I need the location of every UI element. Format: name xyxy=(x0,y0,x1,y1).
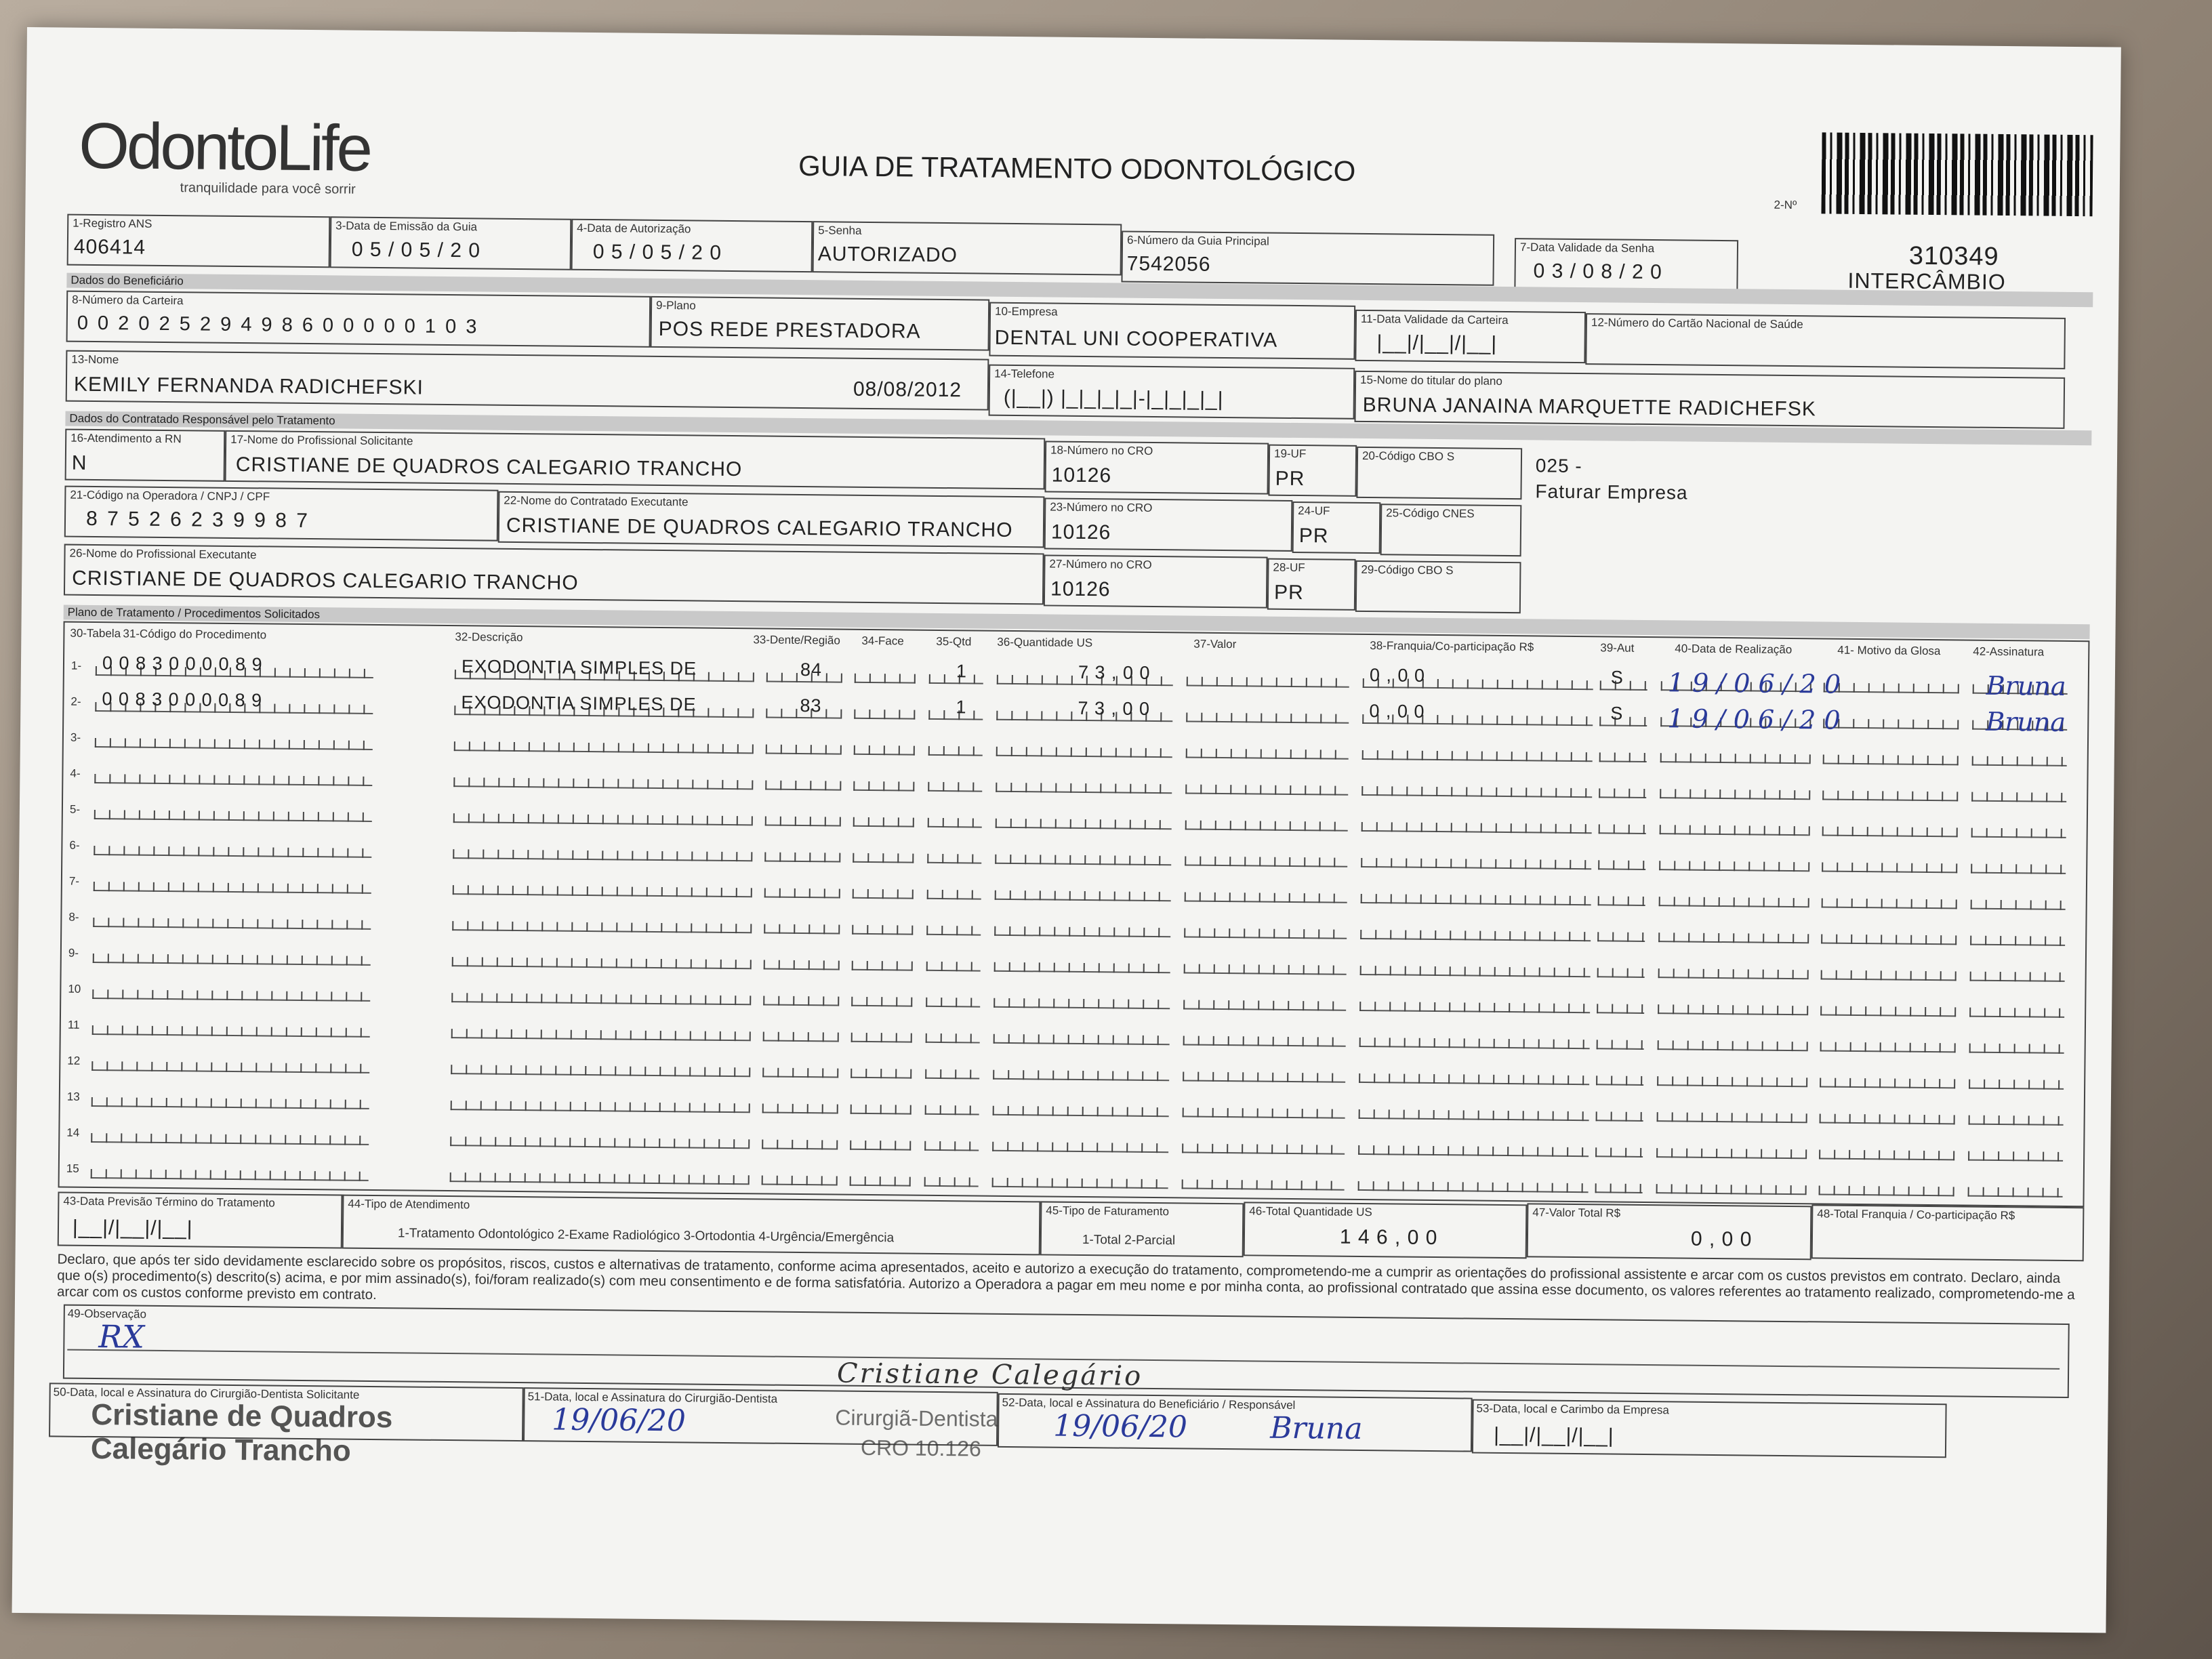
field-tipo-faturamento: 45-Tipo de Faturamento 1-Total 2-Parcial xyxy=(1040,1201,1244,1257)
col-header: 42-Assinatura xyxy=(1973,644,2045,659)
row-number: 2- xyxy=(70,695,81,708)
realization-date: 1 9 / 0 6 / 2 0 xyxy=(1667,703,1841,735)
field-numero-carteira: 8-Número da Carteira 0 0 2 0 2 5 2 9 4 9 8 6 0 0 0 0 0 1 0 3 xyxy=(66,291,651,348)
field-profissional-solicitante: 17-Nome do Profissional Solicitante CRISTIANE DE QUADROS CALEGARIO TRANCHO xyxy=(225,430,1046,490)
field-cnes-25: 25-Código CNES xyxy=(1380,504,1522,556)
empresa-value: DENTAL UNI COOPERATIVA xyxy=(994,326,1278,352)
row-number: 7- xyxy=(68,874,80,888)
field-validade-senha: 7-Data Validade da Senha 0 3 / 0 8 / 2 0 xyxy=(1514,238,1738,291)
copay-value: 0 , 0 0 xyxy=(1369,701,1425,722)
declaration-text: Declaro, que após ter sido devidamente esclarecido sobre os propósitos, riscos, custos e alternativas de tratamento, conforme acima apresentados, aceito e autorizo a execução do tratamento, comprometendo-me a cumprir as orientações do profissional assistente e arcar com os custos previstos em contrato. Declaro, ainda que o(s) procedimento(s) descrito(s) acima, e por mim assinado(s), foi/foram realizado(s) com meu consentimento e de forma satisfatória. Autorizo a Operadora a pagar em meu nome e por minha conta, ao profissional contratado que assina esse documento, os valores referentes ao tratamento realizado, comprometendo-me a arcar com os custos conforme previsto em contrato. xyxy=(56,1251,2075,1303)
field-carimbo-empresa: 53-Data, local e Carimbo da Empresa |__|/|__|/|__| xyxy=(1472,1399,1947,1458)
row-number: 11 xyxy=(67,1018,80,1031)
field-cartao-nacional: 12-Número do Cartão Nacional de Saúde xyxy=(1585,313,2066,369)
row-number: 4- xyxy=(70,766,81,780)
field-total-us: 46-Total Quantidade US 1 4 6 , 0 0 xyxy=(1244,1202,1528,1258)
procedures-rows xyxy=(27,27,2121,47)
field-cro-18: 18-Número no CRO 10126 xyxy=(1044,441,1269,494)
field-contratado-executante: 22-Nome do Contratado Executante CRISTIANE DE QUADROS CALEGARIO TRANCHO xyxy=(498,491,1045,548)
field-valor-total: 47-Valor Total R$ 0 , 0 0 xyxy=(1527,1203,1812,1260)
col-header: 32-Descrição xyxy=(455,630,523,644)
doc-number: 310349 xyxy=(1908,241,1999,271)
total-us-value: 1 4 6 , 0 0 xyxy=(1339,1225,1438,1250)
authorization: S xyxy=(1610,667,1624,688)
row-number: 1- xyxy=(70,659,82,672)
quantity: 1 xyxy=(956,661,968,682)
field-assinatura-dentista: 51-Data, local e Assinatura do Cirurgião-Dentista 19/06/20 xyxy=(523,1387,998,1446)
col-header: 39-Aut xyxy=(1600,641,1635,655)
profissional-solicitante-value: CRISTIANE DE QUADROS CALEGARIO TRANCHO xyxy=(235,453,743,481)
procedure-description: EXODONTIA SIMPLES DE xyxy=(461,692,697,715)
field-nome: 13-Nome KEMILY FERNANDA RADICHEFSKI 08/08/2012 xyxy=(66,350,989,411)
contratado-executante-value: CRISTIANE DE QUADROS CALEGARIO TRANCHO xyxy=(506,514,1013,541)
col-header: 31-Código do Procedimento xyxy=(123,627,267,642)
col-header: 30-Tabela xyxy=(70,626,121,640)
field-empresa: 10-Empresa DENTAL UNI COOPERATIVA xyxy=(989,302,1355,360)
field-cbo-29: 29-Código CBO S xyxy=(1355,560,1521,613)
section-beneficiario: Dados do Beneficiário xyxy=(66,273,2093,308)
field-senha: 5-Senha AUTORIZADO xyxy=(813,221,1122,275)
codigo-operadora-value: 8 7 5 2 6 2 3 9 9 8 7 xyxy=(85,507,310,533)
field-plano: 9-Plano POS REDE PRESTADORA xyxy=(651,296,990,351)
row-number: 15 xyxy=(66,1162,79,1175)
section-plano-tratamento: Plano de Tratamento / Procedimentos Solicitados xyxy=(64,605,2090,640)
copay-value: 0 , 0 0 xyxy=(1369,665,1426,686)
row-number: 12 xyxy=(67,1054,81,1067)
dentist-date: 19/06/20 xyxy=(552,1402,687,1439)
field-guia-principal: 6-Número da Guia Principal 7542056 xyxy=(1121,231,1494,286)
section-contratado: Dados do Contratado Responsável pelo Tratamento xyxy=(65,411,2091,446)
procedure-code: 0 0 8 3 0 0 0 0 8 9 xyxy=(102,653,263,675)
data-emissao-value: 0 5 / 0 5 / 2 0 xyxy=(351,238,481,262)
row-number: 9- xyxy=(68,946,79,960)
stamp-name: Cristiane Calegário xyxy=(836,1357,1143,1392)
row-number: 8- xyxy=(68,910,79,924)
field-observacao: 49-Observação RX Cristiane Calegário xyxy=(63,1305,2070,1398)
observation-handwriting: RX xyxy=(98,1318,145,1355)
faturar-empresa-note: Faturar Empresa xyxy=(1535,480,1688,504)
field-cbo-20: 20-Código CBO S xyxy=(1356,447,1522,499)
field-assinatura-beneficiario: 52-Data, local e Assinatura do Beneficiário / Responsável 19/06/20 Bruna xyxy=(998,1393,1473,1452)
row-number: 10 xyxy=(68,982,81,996)
col-header: 35-Qtd xyxy=(936,634,972,649)
quantity-us: 7 3 , 0 0 xyxy=(1078,697,1151,719)
guia-principal-value: 7542056 xyxy=(1126,252,1211,276)
field-telefone: 14-Telefone (|__|) |_|_|_|_|-|_|_|_|_| xyxy=(989,365,1355,419)
field-registro-ans: 1-Registro ANS 406414 xyxy=(67,214,331,268)
valor-total-value: 0 , 0 0 xyxy=(1690,1227,1753,1251)
tipo-faturamento-options: 1-Total 2-Parcial xyxy=(1082,1233,1176,1248)
field-cro-23: 23-Número no CRO 10126 xyxy=(1044,497,1293,552)
field-data-previsao: 43-Data Previsão Término do Tratamento |__|/|__|/|__| xyxy=(58,1192,343,1249)
field-total-franquia: 48-Total Franquia / Co-participação R$ xyxy=(1811,1204,2085,1261)
tooth-region: 84 xyxy=(800,659,823,680)
birth-date: 08/08/2012 xyxy=(853,377,962,402)
realization-date: 1 9 / 0 6 / 2 0 xyxy=(1667,668,1841,699)
col-header: 41- Motivo da Glosa xyxy=(1837,643,1941,658)
odontolife-logo xyxy=(79,109,371,198)
row-number: 6- xyxy=(69,838,80,852)
row-number: 5- xyxy=(69,802,81,816)
row-number: 3- xyxy=(70,731,81,744)
logo-tagline: tranquilidade para você sorrir xyxy=(180,180,356,197)
col-header: 36-Quantidade US xyxy=(997,635,1093,650)
tipo-atendimento-options: 1-Tratamento Odontológico 2-Exame Radiológico 3-Ortodontia 4-Urgência/Emergência xyxy=(397,1226,895,1246)
row-signature: Bruna xyxy=(1986,670,2066,701)
data-autorizacao-value: 0 5 / 0 5 / 2 0 xyxy=(592,241,722,264)
cbo-note: 025 - xyxy=(1535,455,1582,477)
field-uf-24: 24-UF PR xyxy=(1292,501,1381,554)
field-atendimento-rn: 16-Atendimento a RN N xyxy=(65,429,226,482)
procedure-code: 0 0 8 3 0 0 0 0 8 9 xyxy=(102,689,263,711)
quantity: 1 xyxy=(956,697,967,718)
profissional-executante-value: CRISTIANE DE QUADROS CALEGARIO TRANCHO xyxy=(72,567,579,594)
col-header: 40-Data de Realização xyxy=(1675,642,1793,657)
plano-value: POS REDE PRESTADORA xyxy=(658,317,921,343)
authorization: S xyxy=(1610,703,1624,724)
col-header: 37-Valor xyxy=(1193,637,1237,651)
field-uf-19: 19-UF PR xyxy=(1268,445,1357,497)
registro-ans-value: 406414 xyxy=(73,235,146,259)
field-data-autorizacao: 4-Data de Autorização 0 5 / 0 5 / 2 0 xyxy=(571,219,813,272)
row-number: 14 xyxy=(66,1126,80,1139)
procedures-header xyxy=(27,27,2121,47)
barcode xyxy=(1821,132,2093,216)
numero-carteira-value: 0 0 2 0 2 5 2 9 4 9 8 6 0 0 0 0 0 1 0 3 xyxy=(77,312,479,338)
stamp-dentist-name: Cristiane de Quadros Calegário Trancho xyxy=(90,1398,393,1468)
field-tipo-atendimento: 44-Tipo de Atendimento 1-Tratamento Odontológico 2-Exame Radiológico 3-Ortodontia 4-Urgência/Emergência xyxy=(342,1195,1041,1256)
field-data-emissao: 3-Data de Emissão da Guia 0 5 / 0 5 / 2 0 xyxy=(330,216,572,270)
field-profissional-executante: 26-Nome do Profissional Executante CRISTIANE DE QUADROS CALEGARIO TRANCHO xyxy=(64,544,1044,605)
field-cro-27: 27-Número no CRO 10126 xyxy=(1044,554,1268,608)
beneficiary-date: 19/06/20 xyxy=(1053,1408,1188,1445)
col-header: 38-Franquia/Co-participação R$ xyxy=(1370,639,1534,654)
col-header: 34-Face xyxy=(861,634,904,648)
field-assinatura-solicitante: 50-Data, local e Assinatura do Cirurgião-Dentista Solicitante Cristiane de Quadros Calegário Trancho xyxy=(49,1382,524,1441)
field-uf-28: 28-UF PR xyxy=(1267,558,1356,611)
dental-treatment-form xyxy=(12,27,2121,1633)
procedure-description: EXODONTIA SIMPLES DE xyxy=(461,656,697,679)
doc-number-label: 2-Nº xyxy=(1774,198,1797,212)
intercambio-label: INTERCÂMBIO xyxy=(1847,268,2006,295)
atendimento-rn-value: N xyxy=(71,451,87,474)
beneficiary-signature: Bruna xyxy=(1269,1410,1363,1447)
tooth-region: 83 xyxy=(800,695,822,716)
field-codigo-operadora: 21-Código na Operadora / CNPJ / CPF 8 7 5 2 6 2 3 9 9 8 7 xyxy=(64,486,499,541)
titular-plano-value: BRUNA JANAINA MARQUETTE RADICHEFSK xyxy=(1362,393,1816,421)
stamp-cro: CRO 10.126 xyxy=(860,1435,981,1461)
col-header: 33-Dente/Região xyxy=(753,633,840,647)
field-titular-plano: 15-Nome do titular do plano BRUNA JANAINA MARQUETTE RADICHEFSK xyxy=(1354,371,2065,429)
validade-senha-value: 0 3 / 0 8 / 2 0 xyxy=(1533,260,1662,284)
logo-wordmark: OdontoLife xyxy=(78,109,371,185)
row-number: 13 xyxy=(66,1090,80,1103)
quantity-us: 7 3 , 0 0 xyxy=(1078,661,1151,683)
stamp-dentist-title: Cirurgiã-Dentista xyxy=(835,1405,998,1431)
row-signature: Bruna xyxy=(1986,706,2066,737)
field-validade-carteira: 11-Data Validade da Carteira |__|/|__|/|__| xyxy=(1355,310,1586,363)
form-title: GUIA DE TRATAMENTO ODONTOLÓGICO xyxy=(798,149,1356,187)
senha-value: AUTORIZADO xyxy=(817,243,958,267)
nome-value: KEMILY FERNANDA RADICHEFSKI xyxy=(73,373,424,399)
